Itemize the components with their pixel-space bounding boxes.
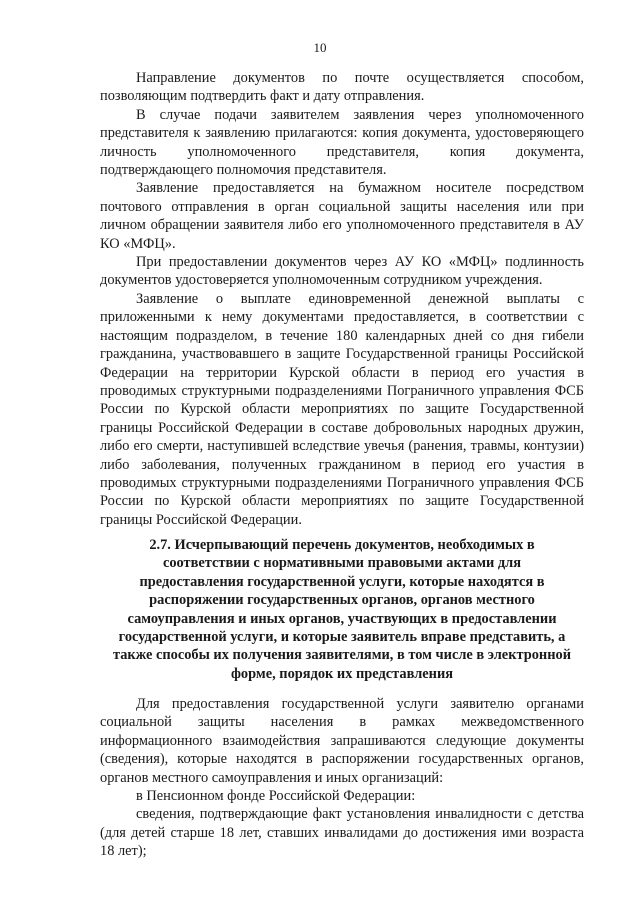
heading-line: также способы их получения заявителями, в том числе в электронной — [112, 647, 571, 664]
body-text-top — [100, 69, 584, 529]
paragraph: В случае подачи заявителем заявления через уполномоченного представителя к заявлению прилагаются: копия документа, удостоверяющего личность уполномоченного представителя, копия документа, подтверждающего полномочия представителя. — [100, 106, 584, 179]
heading-line: форме, порядок их представления — [230, 665, 454, 682]
heading-line: 2.7. Исчерпывающий перечень документов, необходимых в — [149, 537, 535, 553]
paragraph: в Пенсионном фонде Российской Федерации: — [136, 788, 416, 805]
page-number: 10 — [313, 40, 327, 55]
heading-line: предоставления государственной услуги, которые находятся в — [139, 573, 545, 590]
paragraph: Заявление о выплате единовременной денежной выплаты с приложенными к нему документами предоставляется, в соответствии с настоящим подразделом, в течение 180 календарных дней со дня гибели гражданина, участвовавшего в защите Государственной границы Российской Федерации на территории Курской области в период его участия в проводимых структурными подразделениями Пограничного управления ФСБ России по Курской области мероприятиях по защите Государственной границы Российской Федерации в составе добровольных народных дружин, либо его смерти, наступившей вследствие увечья (ранения, травмы, контузии) либо заболевания, полученных гражданином в период его участия в проводимых структурными подразделениями Пограничного управления ФСБ России по Курской области мероприятиях по защите Государственной границы Российской Федерации. — [100, 290, 584, 528]
paragraph: Заявление предоставляется на бумажном носителе посредством почтового отправления в орган социальной защиты населения или при личном обращении заявителя либо его уполномоченного представителя в АУ КО «МФЦ». — [100, 180, 584, 252]
paragraph: Направление документов по почте осуществляется способом, позволяющим подтвердить факт и дату отправления. — [100, 70, 584, 105]
heading-line: распоряжении государственных органов, органов местного — [149, 592, 535, 609]
section-heading — [100, 536, 584, 683]
heading-line: государственной услуги, и которые заявитель вправе представить, а — [118, 629, 566, 646]
body-text-bottom — [100, 695, 584, 861]
paragraph: Для предоставления государственной услуги заявителю органами социальной защиты населения в рамках межведомственного информационного взаимодействия запрашиваются следующие документы (сведения), которые находятся в распоряжении государственных органов, органов местного самоуправления и иных организаций: — [100, 696, 584, 786]
paragraph: При предоставлении документов через АУ КО «МФЦ» подлинность документов удостоверяется уполномоченным сотрудником учреждения. — [100, 254, 584, 289]
paragraph: сведения, подтверждающие факт установления инвалидности с детства (для детей старше 18 лет, ставших инвалидами до достижения ими возраста 18 лет); — [100, 806, 584, 860]
heading-line: соответствии с нормативными правовыми актами для — [162, 555, 522, 572]
heading-line: самоуправления и иных органов, участвующих в предоставлении — [127, 610, 557, 627]
